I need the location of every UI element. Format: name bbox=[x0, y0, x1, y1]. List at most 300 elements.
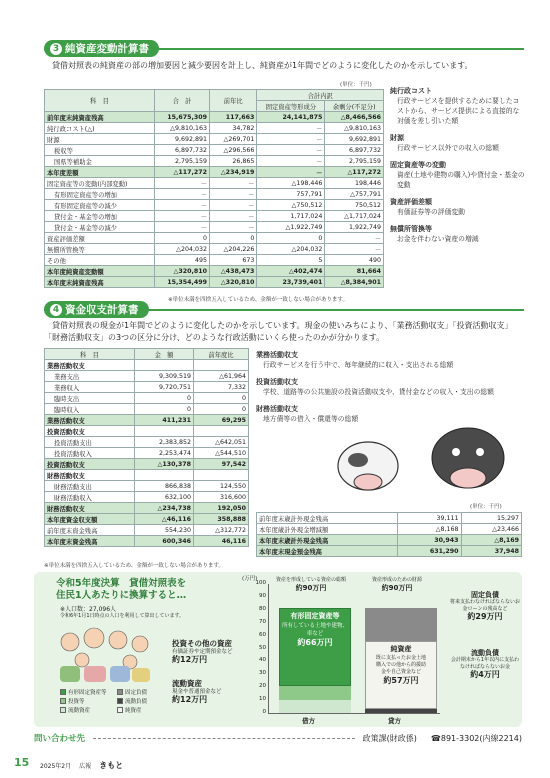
net-assets-table bbox=[44, 89, 384, 288]
outside-cash-table bbox=[256, 512, 522, 557]
table-cell: － bbox=[325, 233, 384, 244]
cliab-label: 流動負債 bbox=[471, 649, 499, 657]
th-prev: 前年度比 bbox=[194, 349, 249, 360]
table-row bbox=[45, 514, 249, 525]
legend-swatch bbox=[117, 689, 123, 695]
table-cell: 本年度差額 bbox=[45, 167, 155, 178]
y-tick: 50 bbox=[259, 644, 266, 651]
table-cell: △402,474 bbox=[257, 266, 325, 277]
invest-label: 投資その他の資産 bbox=[172, 639, 232, 648]
table-cell: △204,032 bbox=[257, 244, 325, 255]
y-axis bbox=[246, 580, 266, 715]
glossary-term: 純行政コスト bbox=[390, 87, 432, 95]
table-cell: － bbox=[210, 211, 257, 222]
table-row bbox=[45, 382, 249, 393]
table-row bbox=[45, 178, 384, 189]
asset-caption: 資産を形成している資産の総額 bbox=[276, 577, 347, 583]
asset-total: 約90万円 bbox=[295, 584, 327, 592]
th-total: 合 計 bbox=[155, 90, 210, 112]
table-cell: 純行政コスト(△) bbox=[45, 123, 155, 134]
table-cell: 631,290 bbox=[397, 546, 461, 557]
publication: 広報 bbox=[79, 763, 92, 770]
legend-swatch bbox=[60, 689, 66, 695]
table-row bbox=[45, 156, 384, 167]
table-cell: － bbox=[257, 156, 325, 167]
table-cell: 6,897,732 bbox=[325, 145, 384, 156]
table-cell: 業務活動収支 bbox=[45, 415, 135, 426]
legend-swatch bbox=[117, 707, 123, 713]
glossary-term: 投資活動収支 bbox=[256, 378, 298, 386]
table-cell: 490 bbox=[325, 255, 384, 266]
glossary-term: 無償所管換等 bbox=[390, 225, 432, 233]
liab-caption: 資産形成のための財源 bbox=[371, 577, 422, 583]
table-cell: △204,032 bbox=[155, 244, 210, 255]
table-cell: 5 bbox=[257, 255, 325, 266]
table-cell: 192,050 bbox=[194, 503, 249, 514]
contact-tel: ☎891-3302(内線2214) bbox=[430, 733, 522, 743]
x-label-credit: 貸方 bbox=[388, 717, 401, 725]
liab-total: 約90万円 bbox=[381, 584, 413, 592]
page-meta bbox=[40, 760, 123, 771]
table-cell: △757,791 bbox=[325, 189, 384, 200]
table-cell: 臨時支出 bbox=[45, 393, 135, 404]
table-row bbox=[45, 244, 384, 255]
th-breakdown: 合計内訳 bbox=[257, 90, 384, 101]
population: ※人口数：27,096人 bbox=[60, 606, 117, 613]
legend-item bbox=[117, 706, 170, 714]
table-row bbox=[45, 277, 384, 288]
table-cell: 本年度純資産変動額 bbox=[45, 266, 155, 277]
table-row bbox=[45, 200, 384, 211]
current-callout bbox=[172, 680, 222, 704]
glossary-term: 財源 bbox=[390, 134, 404, 142]
table-row bbox=[257, 535, 522, 546]
population-note: 令和6年1月1日時点の人口を利用して算出しています。 bbox=[60, 613, 185, 619]
table-cell: 0 bbox=[135, 393, 194, 404]
cliab-desc: 会計期末から1年以内に支払わなければならないお金 bbox=[450, 657, 520, 670]
table-cell: 15,675,309 bbox=[155, 112, 210, 123]
table-cell: △234,738 bbox=[135, 503, 194, 514]
th-surplus: 余剰分(不足分) bbox=[325, 101, 384, 112]
sec3-intro: 貸借対照表の純資産の部の増加要因と減少要因を計上し、純資産が1年間でどのように変化したのかを示しています。 bbox=[52, 61, 473, 70]
table-cell: 1,922,749 bbox=[325, 222, 384, 233]
table-cell: △61,964 bbox=[194, 371, 249, 382]
table-cell: 投資活動収入 bbox=[45, 448, 135, 459]
legend-item bbox=[60, 697, 113, 705]
table-cell: 866,838 bbox=[135, 481, 194, 492]
table-cell: － bbox=[210, 178, 257, 189]
table-row bbox=[45, 145, 384, 156]
table-cell: 本年度末資金残高 bbox=[45, 536, 135, 547]
section-number: 4 bbox=[50, 304, 62, 316]
table-row bbox=[45, 426, 249, 437]
table-row bbox=[45, 503, 249, 514]
table-cell: 81,664 bbox=[325, 266, 384, 277]
table-cell: 2,383,852 bbox=[135, 437, 194, 448]
y-tick: 90 bbox=[259, 592, 266, 599]
table-row bbox=[45, 448, 249, 459]
glossary-desc: 行政サービス以外での収入の総額 bbox=[397, 144, 499, 152]
table-cell: 2,795,159 bbox=[155, 156, 210, 167]
sec4-note: ※単位未満を四捨五入しているため、金額が一致しない場合があります。 bbox=[44, 563, 224, 569]
net-assets-desc: 既に支払ったお金土地購入での他から的援助金や自己資金など bbox=[375, 654, 426, 675]
section-3-header bbox=[44, 40, 159, 57]
current-liabilities-bar bbox=[365, 709, 437, 713]
table-cell bbox=[194, 360, 249, 371]
table-cell: － bbox=[155, 222, 210, 233]
table-cell bbox=[135, 426, 194, 437]
table-row bbox=[257, 546, 522, 557]
table-cell: 554,230 bbox=[135, 525, 194, 536]
table-cell: 23,739,401 bbox=[257, 277, 325, 288]
section-4-header bbox=[44, 301, 149, 318]
table-row bbox=[45, 222, 384, 233]
section-title: 純資産変動計算書 bbox=[65, 43, 149, 55]
brand-logo: きもと bbox=[99, 761, 124, 770]
glossary-desc: 学校、道路等の公共施設の投資活動収支や、貸付金などの収入・支出の総額 bbox=[263, 388, 494, 396]
fliab-label: 固定負債 bbox=[471, 591, 499, 599]
table-cell: △9,810,163 bbox=[155, 123, 210, 134]
per-capita-title bbox=[56, 578, 186, 602]
table-cell: － bbox=[210, 189, 257, 200]
table-cell: 24,141,875 bbox=[257, 112, 325, 123]
glossary-item bbox=[390, 86, 525, 126]
table-row bbox=[45, 360, 249, 371]
fliab-desc: 将来支払わなければならないお金ローンの残高など bbox=[450, 599, 521, 612]
table-cell: 46,116 bbox=[194, 536, 249, 547]
table-cell: 9,309,519 bbox=[135, 371, 194, 382]
table-cell: 198,446 bbox=[325, 178, 384, 189]
table-cell: 358,888 bbox=[194, 514, 249, 525]
table-row bbox=[45, 470, 249, 481]
table-row bbox=[45, 233, 384, 244]
y-tick: 70 bbox=[259, 618, 266, 625]
legend-label: 純資産 bbox=[125, 708, 142, 714]
glossary-desc: 地方債等の借入・償還等の総額 bbox=[263, 415, 359, 423]
th-item: 科 目 bbox=[45, 349, 135, 360]
glossary-desc: 有価証券等の評価変動 bbox=[397, 208, 465, 216]
table-cell: 34,782 bbox=[210, 123, 257, 134]
table-cell: 6,897,732 bbox=[155, 145, 210, 156]
glossary-item bbox=[390, 133, 525, 153]
table-cell: △750,512 bbox=[257, 200, 325, 211]
table-cell: △8,169 bbox=[461, 535, 521, 546]
table-row bbox=[257, 513, 522, 524]
table-cell bbox=[194, 470, 249, 481]
title-line-1: 令和5年度決算 貸借対照表を bbox=[56, 578, 187, 589]
current-value: 約12万円 bbox=[172, 695, 208, 704]
legend-label: 有形固定資産等 bbox=[68, 690, 107, 696]
y-tick: 20 bbox=[259, 683, 266, 690]
table-cell: 財務活動収入 bbox=[45, 492, 135, 503]
table-row bbox=[45, 525, 249, 536]
table-cell: 税収等 bbox=[45, 145, 155, 156]
people-illustration bbox=[52, 622, 158, 684]
cliab-value: 約4万円 bbox=[470, 670, 500, 679]
asset-top-label bbox=[276, 576, 346, 593]
table-cell: 757,791 bbox=[257, 189, 325, 200]
table-row bbox=[45, 459, 249, 470]
fliab-value: 約29万円 bbox=[467, 612, 503, 621]
contact-label: 問い合わせ先 bbox=[34, 734, 86, 744]
table-cell: － bbox=[257, 123, 325, 134]
glossary-item bbox=[256, 377, 521, 397]
table-cell: △296,566 bbox=[210, 145, 257, 156]
table-cell: 有形固定資産等の増加 bbox=[45, 189, 155, 200]
table-cell: 30,943 bbox=[397, 535, 461, 546]
chart-area bbox=[268, 584, 440, 714]
table-row bbox=[257, 524, 522, 535]
legend-item bbox=[60, 688, 113, 696]
table-cell: △8,168 bbox=[397, 524, 461, 535]
table-cell: － bbox=[325, 244, 384, 255]
glossary-item bbox=[256, 350, 521, 370]
table-cell: 財務活動支出 bbox=[45, 481, 135, 492]
table-cell: △642,051 bbox=[194, 437, 249, 448]
table-row bbox=[45, 481, 249, 492]
table-cell: △46,116 bbox=[135, 514, 194, 525]
table-cell: 15,297 bbox=[461, 513, 521, 524]
table-row bbox=[45, 415, 249, 426]
table-row bbox=[45, 167, 384, 178]
table-cell: 15,354,499 bbox=[155, 277, 210, 288]
net-assets-value: 約57万円 bbox=[383, 675, 419, 685]
table-cell: 0 bbox=[135, 404, 194, 415]
liability-column bbox=[365, 608, 437, 713]
table-cell: △204,226 bbox=[210, 244, 257, 255]
table-cell: 69,295 bbox=[194, 415, 249, 426]
sec4-intro: 貸借対照表の現金が1年間でどのように変化したのかを示しています。現金の使いみちにより、「業務活動収支」「投資活動収支」「財務活動収支」の3つの区分に分け、どのような行政活動にいくら使ったのかが分かります。 bbox=[44, 321, 513, 342]
legend-item bbox=[117, 688, 170, 696]
y-tick: 30 bbox=[259, 670, 266, 677]
glossary-desc: 資産(土地や建物の購入)や貸付金・基金の変動 bbox=[397, 171, 525, 189]
th-prev: 前年比 bbox=[210, 90, 257, 112]
table-cell: 国県等補助金 bbox=[45, 156, 155, 167]
legend-label: 流動資産 bbox=[68, 708, 91, 714]
glossary-desc: 行政サービスを提供するために要したコストから、サービス提供による直接的な対価を差し引いた額 bbox=[397, 97, 520, 125]
table-cell: 本年度末歳計外現金残高 bbox=[257, 535, 398, 546]
table-cell: － bbox=[257, 145, 325, 156]
table-cell: 業務支出 bbox=[45, 371, 135, 382]
table-cell: 本年度末現金預金残高 bbox=[257, 546, 398, 557]
table-row bbox=[45, 492, 249, 503]
table-cell: 2,253,474 bbox=[135, 448, 194, 459]
table-cell: △9,810,163 bbox=[325, 123, 384, 134]
table-cell: 前年度末歳計外現金残高 bbox=[257, 513, 398, 524]
table-cell bbox=[135, 360, 194, 371]
invest-value: 約12万円 bbox=[172, 655, 208, 664]
contact-footer bbox=[34, 731, 522, 745]
current-label: 流動資産 bbox=[172, 679, 202, 688]
table-cell: 26,865 bbox=[210, 156, 257, 167]
legend-item bbox=[117, 697, 170, 705]
x-label-debit: 借方 bbox=[302, 717, 315, 725]
cliab-callout bbox=[450, 650, 520, 678]
table-cell: 臨時収入 bbox=[45, 404, 135, 415]
table-cell: △117,272 bbox=[155, 167, 210, 178]
table-cell: △234,919 bbox=[210, 167, 257, 178]
table-cell: 財源 bbox=[45, 134, 155, 145]
table-cell: 0 bbox=[194, 404, 249, 415]
table-row bbox=[45, 134, 384, 145]
table-cell: 投資活動支出 bbox=[45, 437, 135, 448]
table-cell: 投資活動収支 bbox=[45, 426, 135, 437]
cow-illustration bbox=[318, 418, 518, 498]
legend-item bbox=[60, 706, 113, 714]
invest-callout bbox=[172, 640, 233, 664]
y-tick: 10 bbox=[259, 696, 266, 703]
table-cell: 97,542 bbox=[194, 459, 249, 470]
sec3-note: ※単位未満を四捨五入しているため、金額が一致しない場合があります。 bbox=[168, 297, 348, 303]
table-cell: 前年度末資金残高 bbox=[45, 525, 135, 536]
legend-label: 流動負債 bbox=[125, 699, 148, 705]
table-cell: 9,692,891 bbox=[155, 134, 210, 145]
table-cell: 1,717,024 bbox=[257, 211, 325, 222]
table-cell: 37,948 bbox=[461, 546, 521, 557]
table-row bbox=[45, 266, 384, 277]
table-row bbox=[45, 123, 384, 134]
y-tick: 100 bbox=[255, 580, 266, 586]
table-row bbox=[45, 536, 249, 547]
table-cell: 貸付金・基金等の減少 bbox=[45, 222, 155, 233]
th-item: 科 目 bbox=[45, 90, 155, 112]
table-cell: － bbox=[155, 178, 210, 189]
y-tick: 80 bbox=[259, 605, 266, 612]
table-cell: △1,922,749 bbox=[257, 222, 325, 233]
glossary-term: 業務活動収支 bbox=[256, 351, 298, 359]
table-cell: 有形固定資産等の減少 bbox=[45, 200, 155, 211]
table-cell: その他 bbox=[45, 255, 155, 266]
table-cell: △117,272 bbox=[325, 167, 384, 178]
table-cell: 2,795,159 bbox=[325, 156, 384, 167]
table-cell bbox=[194, 426, 249, 437]
table-cell: 業務活動収支 bbox=[45, 360, 135, 371]
glossary-item bbox=[390, 160, 525, 190]
table-cell: 600,346 bbox=[135, 536, 194, 547]
contact-dept: 政策課(財政係) bbox=[362, 733, 417, 743]
table-cell: － bbox=[257, 167, 325, 178]
liab-top-label bbox=[362, 576, 432, 593]
table-cell: 7,332 bbox=[194, 382, 249, 393]
net-assets-bar bbox=[365, 641, 437, 709]
table-cell: 9,720,751 bbox=[135, 382, 194, 393]
table-cell: 財務活動収支 bbox=[45, 470, 135, 481]
table-cell: － bbox=[155, 200, 210, 211]
table-row bbox=[45, 112, 384, 123]
table-cell: △320,810 bbox=[155, 266, 210, 277]
table-cell: 無償所管換等 bbox=[45, 244, 155, 255]
current-desc: 現金や普通預金など bbox=[172, 689, 222, 695]
table-cell: 411,231 bbox=[135, 415, 194, 426]
y-tick: 60 bbox=[259, 631, 266, 638]
table-cell: 9,692,891 bbox=[325, 134, 384, 145]
table-cell: 632,100 bbox=[135, 492, 194, 503]
sec3-unit: (単位：千円) bbox=[340, 82, 372, 88]
table-cell: 0 bbox=[210, 233, 257, 244]
section-number: 3 bbox=[50, 43, 62, 55]
table-row bbox=[45, 371, 249, 382]
fixed-liabilities-bar bbox=[365, 608, 437, 641]
fixed-assets-value: 約66万円 bbox=[297, 638, 333, 647]
table-cell: 本年度末純資産残高 bbox=[45, 277, 155, 288]
y-unit: (万円) bbox=[242, 576, 258, 582]
section-title: 資金収支計算書 bbox=[65, 304, 139, 316]
table-cell bbox=[135, 470, 194, 481]
sec3-glossary bbox=[390, 86, 525, 251]
glossary-item bbox=[390, 224, 525, 244]
table-cell: 0 bbox=[155, 233, 210, 244]
glossary-term: 固定資産等の変動 bbox=[390, 161, 446, 169]
y-tick: 0 bbox=[262, 709, 266, 715]
table-cell: － bbox=[210, 222, 257, 233]
table-cell: 39,111 bbox=[397, 513, 461, 524]
legend-swatch bbox=[117, 698, 123, 704]
table-cell: － bbox=[257, 134, 325, 145]
legend-label: 投資等 bbox=[68, 699, 85, 705]
table-cell: 117,663 bbox=[210, 112, 257, 123]
fliab-callout bbox=[450, 592, 520, 620]
table-cell: 貸付金・基金等の増加 bbox=[45, 211, 155, 222]
table-cell: 316,600 bbox=[194, 492, 249, 503]
th-fixed: 固定資産等形成分 bbox=[257, 101, 325, 112]
table-cell: 業務収入 bbox=[45, 382, 135, 393]
fixed-assets-desc: 所有している土地や建物、車など bbox=[281, 623, 348, 637]
table-row bbox=[45, 404, 249, 415]
asset-column bbox=[279, 608, 351, 713]
table-cell: 673 bbox=[210, 255, 257, 266]
chart-legend bbox=[60, 688, 170, 714]
y-tick: 40 bbox=[259, 657, 266, 664]
table-cell: － bbox=[155, 189, 210, 200]
table-cell: － bbox=[210, 200, 257, 211]
table-cell: 前年度末純資産残高 bbox=[45, 112, 155, 123]
table-row bbox=[45, 393, 249, 404]
table-cell: 資産評価差額 bbox=[45, 233, 155, 244]
glossary-desc: お金を伴わない資産の増減 bbox=[397, 235, 479, 243]
table-cell: 0 bbox=[257, 233, 325, 244]
table-cell: △198,446 bbox=[257, 178, 325, 189]
table-cell: △312,772 bbox=[194, 525, 249, 536]
legend-swatch bbox=[60, 707, 66, 713]
table-row bbox=[45, 211, 384, 222]
cash-flow-table bbox=[44, 348, 249, 547]
glossary-term: 財務活動収支 bbox=[256, 405, 298, 413]
page-number: 15 bbox=[14, 756, 30, 769]
net-assets-label: 純資産 bbox=[390, 644, 412, 653]
title-line-2: 住民1人あたりに換算すると… bbox=[56, 590, 187, 601]
table-cell: 本年度歳計外現金増減額 bbox=[257, 524, 398, 535]
table-row bbox=[45, 255, 384, 266]
glossary-desc: 行政サービスを行う中で、毎年継続的に収入・支出される総額 bbox=[263, 361, 454, 369]
table-cell: 固定資産等の変動(内部変動) bbox=[45, 178, 155, 189]
table-cell: △438,473 bbox=[210, 266, 257, 277]
issue-date: 2025年2月 bbox=[40, 763, 72, 770]
table-cell: △130,378 bbox=[135, 459, 194, 470]
table-cell: △8,466,566 bbox=[325, 112, 384, 123]
t2-unit: (単位：千円) bbox=[470, 504, 502, 510]
fixed-assets-bar bbox=[279, 608, 351, 686]
glossary-item bbox=[390, 197, 525, 217]
table-cell: 495 bbox=[155, 255, 210, 266]
table-cell: △23,466 bbox=[461, 524, 521, 535]
table-cell: 0 bbox=[194, 393, 249, 404]
table-cell: 財務活動収支 bbox=[45, 503, 135, 514]
table-cell: △269,701 bbox=[210, 134, 257, 145]
table-row bbox=[45, 189, 384, 200]
table-cell: 124,550 bbox=[194, 481, 249, 492]
table-cell: － bbox=[155, 211, 210, 222]
table-row bbox=[45, 437, 249, 448]
